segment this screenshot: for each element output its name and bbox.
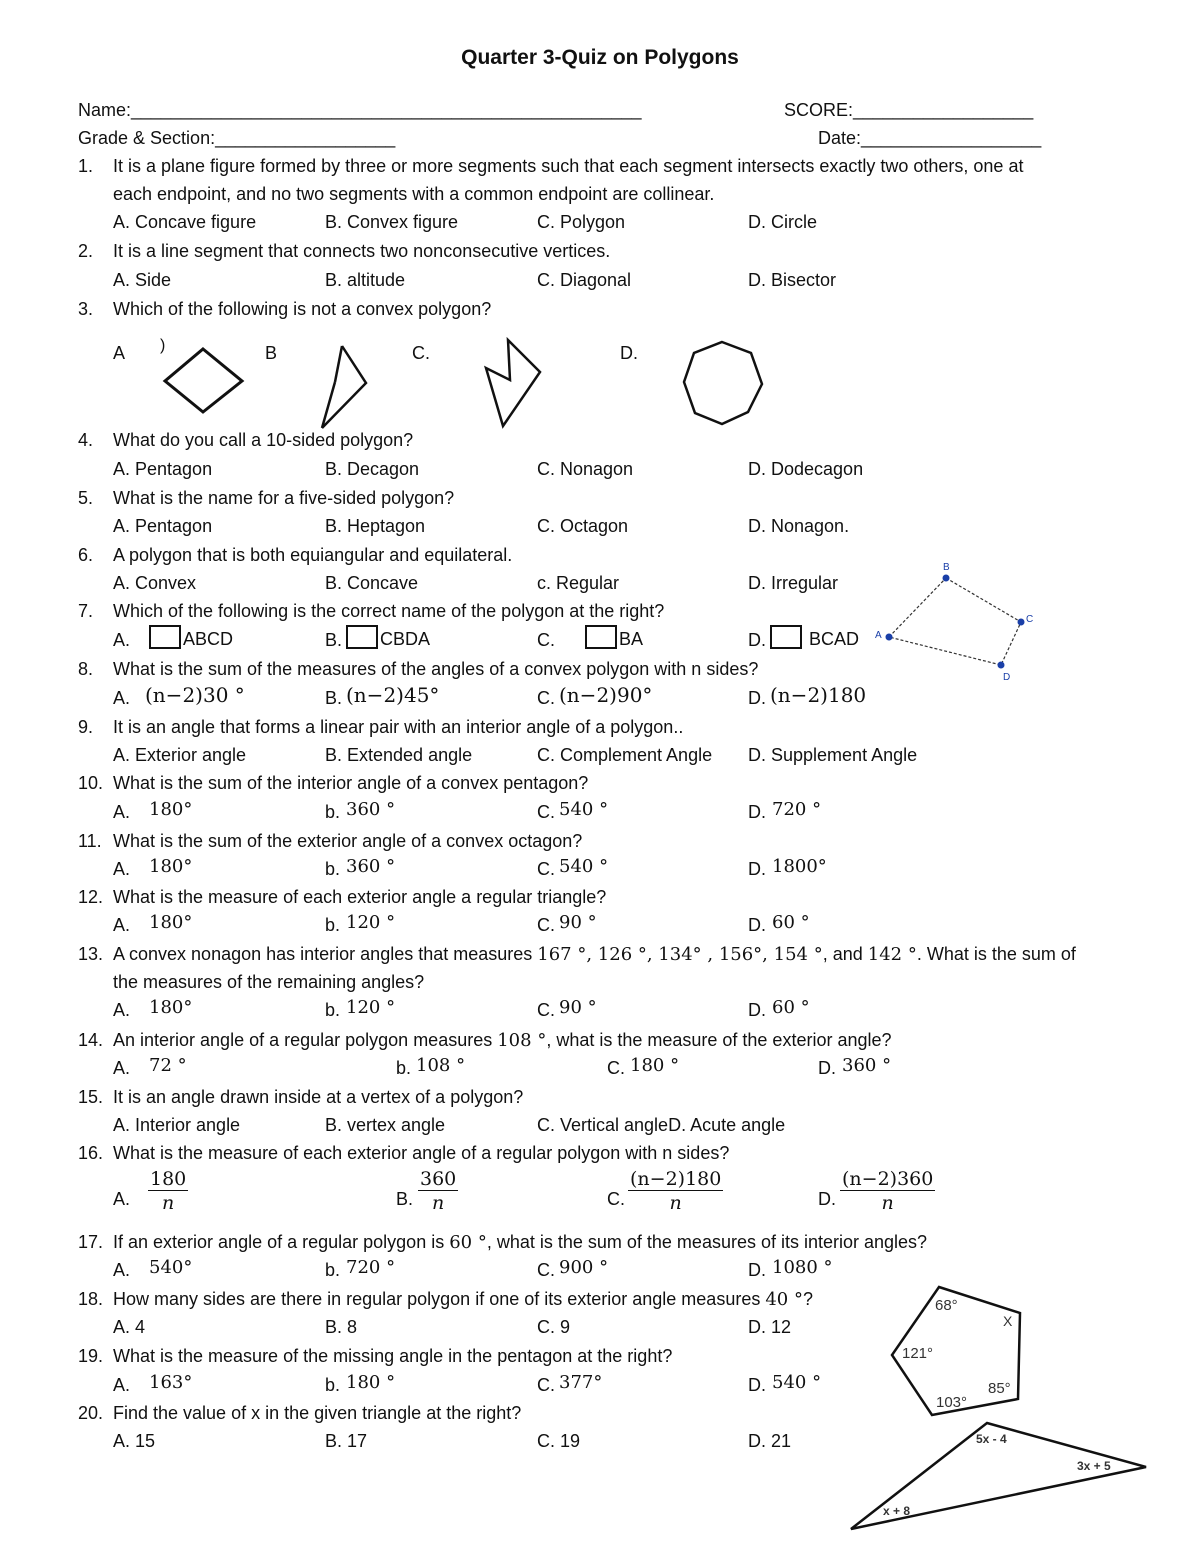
option-a-label[interactable]: A. [113, 630, 131, 650]
option-b-label[interactable]: b. [325, 802, 341, 822]
question-text: What is the sum of the exterior angle of a convex octagon? [113, 831, 583, 851]
name-field: Name:___________________________________________________ [78, 100, 642, 120]
question-text: A polygon that is both equiangular and equilateral. [113, 545, 513, 565]
option-b[interactable]: 360 ° [346, 856, 396, 877]
question-number: 19. [78, 1346, 104, 1366]
question-number: 1. [78, 156, 94, 176]
angle-label: X [1003, 1313, 1013, 1329]
option-a-label[interactable]: A. [113, 1260, 131, 1280]
option-c-label[interactable]: C. [537, 630, 555, 650]
vertex-label-b: B [943, 562, 950, 573]
option-d[interactable]: 720 ° [772, 799, 822, 820]
question-text: , and [822, 944, 868, 964]
option-c-label[interactable]: C. [607, 1189, 625, 1209]
question-13-cont: the measures of the remaining angles? [113, 972, 425, 992]
option-a[interactable]: A. Concave figure [113, 212, 257, 232]
option-text: CBDA [380, 629, 431, 649]
option-b[interactable]: B [265, 343, 278, 363]
option-d[interactable]: 1800° [772, 856, 827, 877]
question-text: What is the name for a five-sided polygon? [113, 488, 455, 508]
option-d[interactable]: 360 ° [842, 1055, 892, 1076]
option-a-label[interactable]: A. [113, 859, 131, 879]
angle-value: 108 ° [497, 1030, 547, 1051]
option-d[interactable]: 60 ° [772, 912, 810, 933]
option-c-label[interactable]: C. [537, 1000, 555, 1020]
question-1-cont: each endpoint, and no two segments with a common endpoint are collinear. [113, 184, 715, 204]
question-text: What is the sum of the interior angle of a convex pentagon? [113, 773, 589, 793]
question-text: It is an angle drawn inside at a vertex of a polygon? [113, 1087, 524, 1107]
option-a-label[interactable]: A. [113, 1375, 131, 1395]
date-field: Date:__________________ [818, 128, 1042, 148]
question-text: Find the value of x in the given triangle at the right? [113, 1403, 522, 1423]
question-text: An interior angle of a regular polygon measures [113, 1030, 498, 1050]
option-c[interactable]: 377° [559, 1372, 603, 1393]
option-a-label[interactable]: A. [113, 1000, 131, 1020]
question-number: 16. [78, 1143, 104, 1163]
angle-value: 40 ° [765, 1289, 803, 1310]
option-c[interactable]: C. Complement Angle [537, 745, 713, 765]
question-number: 9. [78, 717, 94, 737]
fraction-numerator: 360 [420, 1168, 457, 1190]
option-b-label[interactable]: b. [325, 915, 341, 935]
question-text: A convex nonagon has interior angles that measures [113, 944, 538, 964]
question-text: , what is the measure of the exterior angle? [546, 1030, 892, 1050]
question-text: ? [802, 1289, 813, 1309]
option-c[interactable]: C. Polygon [537, 212, 626, 232]
option-a-label[interactable]: A. [113, 688, 131, 708]
option-c[interactable]: C. Diagonal [537, 270, 632, 290]
option-c[interactable]: 900 ° [559, 1257, 609, 1278]
option-d-label[interactable]: D. [748, 1000, 766, 1020]
angle-value: 142 ° [867, 944, 917, 965]
angle-label: 121° [902, 1345, 934, 1362]
option-b[interactable]: B. Decagon [325, 459, 420, 479]
question-number: 14. [78, 1030, 104, 1050]
question-number: 3. [78, 299, 94, 319]
option-c[interactable]: C. Nonagon [537, 459, 634, 479]
option-d-label[interactable]: D. [748, 688, 766, 708]
option-d[interactable]: D. 12 [748, 1317, 792, 1337]
angle-label: 85° [988, 1380, 1011, 1397]
angle-label: x + 8 [883, 1504, 911, 1518]
option-c[interactable]: 540 ° [559, 856, 609, 877]
question-number: 2. [78, 241, 94, 261]
option-b-label[interactable]: B. [396, 1189, 414, 1209]
option-a-label[interactable]: A. [113, 802, 131, 822]
option-d-label[interactable]: D. [748, 630, 766, 650]
option-a[interactable]: A. Pentagon [113, 459, 213, 479]
angle-value: 60 ° [449, 1232, 487, 1253]
option-d[interactable]: D. Irregular [748, 573, 839, 593]
option-c[interactable]: (n−2)90° [559, 683, 653, 707]
option-d[interactable]: 1080 ° [772, 1257, 833, 1278]
angle-label: 5x - 4 [976, 1432, 1007, 1446]
option-a[interactable]: A. Exterior angle [113, 745, 247, 765]
option-b[interactable]: 108 ° [416, 1055, 466, 1076]
option-text: BA [619, 629, 644, 649]
option-b-label[interactable]: b. [325, 1375, 341, 1395]
option-d-label[interactable]: D. [748, 859, 766, 879]
question-text: Which of the following is the correct name of the polygon at the right? [113, 601, 665, 621]
question-number: 20. [78, 1403, 104, 1423]
option-b-label[interactable]: b. [325, 859, 341, 879]
question-text: Which of the following is not a convex polygon? [113, 299, 492, 319]
option-a[interactable]: A. 4 [113, 1317, 146, 1337]
question-number: 10. [78, 773, 104, 793]
option-b[interactable]: (n−2)45° [346, 683, 440, 707]
question-number: 6. [78, 545, 94, 565]
option-b[interactable]: 720 ° [346, 1257, 396, 1278]
option-b-label[interactable]: b. [396, 1058, 412, 1078]
option-d-label[interactable]: D. [748, 915, 766, 935]
question-text: It is a line segment that connects two nonconsecutive vertices. [113, 241, 611, 261]
option-d-label[interactable]: D. [748, 802, 766, 822]
angle-values: 167 °, 126 °, 134° , 156°, 154 ° [537, 944, 823, 965]
option-b[interactable]: B. Heptagon [325, 516, 426, 536]
option-c[interactable]: 540 ° [559, 799, 609, 820]
option-d-label[interactable]: D. [818, 1058, 836, 1078]
fraction-denominator: n [432, 1192, 445, 1214]
fraction-numerator: (n−2)180 [630, 1168, 722, 1190]
stray-mark: ) [160, 337, 166, 354]
option-b[interactable]: B. vertex angle [325, 1115, 446, 1135]
option-c-label[interactable]: C. [607, 1058, 625, 1078]
option-d[interactable]: 60 ° [772, 997, 810, 1018]
option-b-label[interactable]: b. [325, 1000, 341, 1020]
option-d[interactable]: D. 21 [748, 1431, 792, 1451]
option-b[interactable]: B. altitude [325, 270, 406, 290]
question-number: 11. [78, 831, 102, 851]
option-c-label[interactable]: C. [537, 1260, 555, 1280]
option-c[interactable]: C. Vertical angleD. Acute angle [537, 1115, 786, 1135]
angle-label: 3x + 5 [1077, 1459, 1111, 1473]
option-d[interactable]: D. [620, 343, 638, 363]
option-c[interactable]: 90 ° [559, 997, 597, 1018]
option-b[interactable]: 180 ° [346, 1372, 396, 1393]
option-d-label[interactable]: D. [748, 1375, 766, 1395]
question-text: What is the measure of each exterior angle of a regular polygon with n sides? [113, 1143, 730, 1163]
option-c[interactable]: C. [412, 343, 430, 363]
question-number: 7. [78, 601, 94, 621]
score-field: SCORE:__________________ [784, 100, 1034, 120]
option-c-label[interactable]: C. [537, 1375, 555, 1395]
option-a-label[interactable]: A. [113, 1058, 131, 1078]
question-number: 13. [78, 944, 104, 964]
option-a[interactable]: 540° [149, 1257, 193, 1278]
option-a-label[interactable]: A. [113, 1189, 131, 1209]
option-c-label[interactable]: C. [537, 915, 555, 935]
option-a[interactable]: 180° [149, 856, 193, 877]
option-b[interactable]: 120 ° [346, 912, 396, 933]
option-c-label[interactable]: C. [537, 802, 555, 822]
option-a[interactable]: A. Convex [113, 573, 197, 593]
fraction-denominator: n [162, 1192, 175, 1214]
question-text: . What is the sum of [916, 944, 1076, 964]
option-a[interactable]: A [113, 343, 126, 363]
question-text: It is an angle that forms a linear pair with an interior angle of a polygon.. [113, 717, 684, 737]
question-number: 17. [78, 1232, 104, 1252]
option-c[interactable]: 90 ° [559, 912, 597, 933]
question-text: If an exterior angle of a regular polygon is [113, 1232, 450, 1252]
option-b[interactable]: B. Convex figure [325, 212, 459, 232]
option-c[interactable]: C. 19 [537, 1431, 581, 1451]
question-text: How many sides are there in regular polygon if one of its exterior angle measures [113, 1289, 766, 1309]
option-d[interactable]: D. Dodecagon [748, 459, 864, 479]
option-b[interactable]: B. 8 [325, 1317, 358, 1337]
question-number: 5. [78, 488, 94, 508]
option-a[interactable]: 163° [149, 1372, 193, 1393]
option-d[interactable]: 540 ° [772, 1372, 822, 1393]
option-c-label[interactable]: C. [537, 688, 555, 708]
grade-section-field: Grade & Section:__________________ [78, 128, 396, 148]
fraction-denominator: n [669, 1192, 682, 1214]
option-a[interactable]: 180° [149, 799, 193, 820]
fraction-numerator: 180 [150, 1168, 187, 1190]
question-text: What is the sum of the measures of the angles of a convex polygon with n sides? [113, 659, 759, 679]
vertex-label-c: C [1026, 614, 1034, 625]
question-number: 18. [78, 1289, 104, 1309]
option-d-label[interactable]: D. [818, 1189, 836, 1209]
option-c-label[interactable]: C. [537, 859, 555, 879]
option-d[interactable]: (n−2)180 [770, 683, 867, 707]
option-d-label[interactable]: D. [748, 1260, 766, 1280]
option-a[interactable]: A. Side [113, 270, 172, 290]
question-text: It is a plane figure formed by three or more segments such that each segment intersects exactly two others, one at [113, 156, 1024, 176]
option-d[interactable]: D. Bisector [748, 270, 837, 290]
option-a[interactable]: A. 15 [113, 1431, 156, 1451]
option-a[interactable]: (n−2)30 ° [145, 683, 245, 707]
option-d[interactable]: D. Nonagon. [748, 516, 850, 536]
option-a[interactable]: 180° [149, 997, 193, 1018]
fraction-denominator: n [881, 1192, 894, 1214]
option-c[interactable]: C. Octagon [537, 516, 629, 536]
angle-label: 103° [936, 1394, 968, 1411]
page-title: Quarter 3-Quiz on Polygons [461, 46, 739, 69]
option-b[interactable]: B. Concave [325, 573, 419, 593]
option-c[interactable]: C. 9 [537, 1317, 571, 1337]
option-b[interactable]: B. Extended angle [325, 745, 473, 765]
question-number: 4. [78, 430, 94, 450]
option-a[interactable]: 180° [149, 912, 193, 933]
option-d[interactable]: D. Supplement Angle [748, 745, 918, 765]
fraction-numerator: (n−2)360 [842, 1168, 934, 1190]
question-text: , what is the sum of the measures of its interior angles? [486, 1232, 928, 1252]
option-b[interactable]: 360 ° [346, 799, 396, 820]
option-b-label[interactable]: b. [325, 1260, 341, 1280]
option-text: BCAD [809, 629, 860, 649]
vertex-label-d: D [1003, 672, 1011, 683]
question-number: 15. [78, 1087, 104, 1107]
question-text: What do you call a 10-sided polygon? [113, 430, 414, 450]
option-b[interactable]: 120 ° [346, 997, 396, 1018]
question-text: What is the measure of the missing angle in the pentagon at the right? [113, 1346, 673, 1366]
option-a[interactable]: A. Pentagon [113, 516, 213, 536]
option-a[interactable]: 72 ° [149, 1055, 187, 1076]
option-a-label[interactable]: A. [113, 915, 131, 935]
angle-label: 68° [935, 1297, 958, 1314]
vertex-label-a: A [875, 630, 882, 641]
question-number: 12. [78, 887, 104, 907]
option-b-label[interactable]: B. [325, 630, 343, 650]
question-text: What is the measure of each exterior angle a regular triangle? [113, 887, 607, 907]
option-c[interactable]: c. Regular [537, 573, 620, 593]
question-number: 8. [78, 659, 94, 679]
option-c[interactable]: 180 ° [630, 1055, 680, 1076]
option-text: ABCD [183, 629, 234, 649]
option-b[interactable]: B. 17 [325, 1431, 368, 1451]
option-a[interactable]: A. Interior angle [113, 1115, 241, 1135]
option-b-label[interactable]: B. [325, 688, 343, 708]
option-d[interactable]: D. Circle [748, 212, 818, 232]
